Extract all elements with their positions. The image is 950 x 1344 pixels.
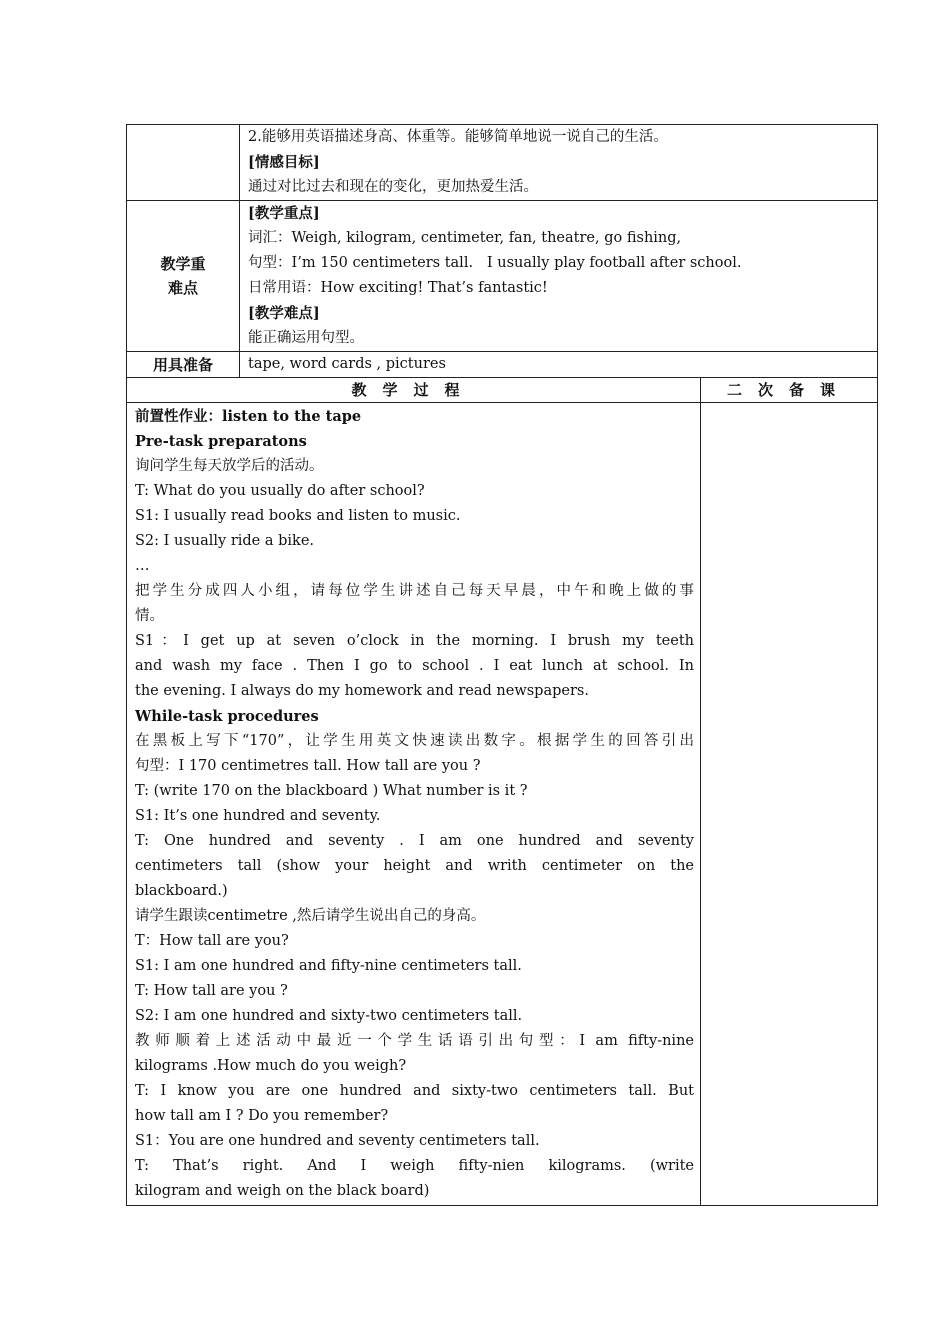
process-line: 请学生跟读centimetre ,然后请学生说出自己的身高。 xyxy=(135,908,486,924)
process-line: 询问学生每天放学后的活动。 xyxy=(135,458,324,474)
process-header-right: 二次备课 xyxy=(701,378,878,403)
process-line: 情。 xyxy=(135,608,164,624)
process-header-row xyxy=(127,378,878,403)
objectives-row xyxy=(127,125,878,201)
process-line: Pre-task preparatons xyxy=(135,433,307,450)
materials-row xyxy=(127,352,878,378)
process-line: S2: I usually ride a bike. xyxy=(135,533,315,549)
process-line: centimeters tall (show your height and writh centimeter on the xyxy=(135,858,694,874)
process-line: T: One hundred and seventy . I am one hundred and seventy xyxy=(135,833,694,849)
process-cell xyxy=(127,403,701,1206)
key-points-label-line2: 难点 xyxy=(167,279,198,297)
pattern-line: 句型：I’m 150 centimeters tall. I usually play football after school. xyxy=(248,255,742,271)
process-line: the evening. I always do my homework and read newspapers. xyxy=(135,683,589,699)
process-line: T: I know you are one hundred and sixty-two centimeters tall. But xyxy=(135,1083,694,1099)
objective-line: 2.能够用英语描述身高、体重等。能够简单地说一说自己的生活。 xyxy=(248,129,668,145)
process-line: … xyxy=(135,558,150,574)
process-line: 在黑板上写下“170”，让学生用英文快速读出数字。根据学生的回答引出 xyxy=(135,733,694,749)
objectives-cell xyxy=(240,125,878,201)
process-line: T：How tall are you? xyxy=(135,933,289,949)
process-line: T: What do you usually do after school? xyxy=(135,483,425,499)
vocab-line: 词汇：Weigh, kilogram, centimeter, fan, theatre, go fishing, xyxy=(248,230,682,246)
process-line: kilogram and weigh on the black board) xyxy=(135,1183,430,1199)
key-points-label xyxy=(127,201,240,352)
process-line: S2: I am one hundred and sixty-two centimeters tall. xyxy=(135,1008,523,1024)
key-points-row xyxy=(127,201,878,352)
process-line: While-task procedures xyxy=(135,708,319,725)
process-body-row xyxy=(127,403,878,1206)
second-prep-cell xyxy=(701,403,878,1206)
process-line: blackboard.) xyxy=(135,883,228,899)
difficulty-heading: [教学难点] xyxy=(248,305,320,322)
difficulty-text: 能正确运用句型。 xyxy=(248,330,364,346)
process-lines xyxy=(135,404,694,1204)
materials-value: tape, word cards , pictures xyxy=(248,356,446,372)
process-line: 前置性作业：listen to the tape xyxy=(135,408,362,425)
process-line: T: How tall are you ? xyxy=(135,983,288,999)
process-line: S1: I usually read books and listen to music. xyxy=(135,508,461,524)
lesson-plan-table xyxy=(126,124,878,1206)
process-line: 句型：I 170 centimetres tall. How tall are you ? xyxy=(135,758,481,774)
process-line: 把学生分成四人小组，请每位学生讲述自己每天早晨，中午和晚上做的事 xyxy=(135,583,694,599)
process-line: S1：You are one hundred and seventy centimeters tall. xyxy=(135,1133,540,1149)
emotion-heading: [情感目标] xyxy=(248,154,320,171)
process-line: kilograms .How much do you weigh? xyxy=(135,1058,407,1074)
process-line: and wash my face . Then I go to school . I eat lunch at school. In xyxy=(135,658,694,674)
key-points-label-line1: 教学重 xyxy=(160,255,206,273)
lesson-plan-page xyxy=(126,124,877,1206)
daily-line: 日常用语：How exciting! That’s fantastic! xyxy=(248,280,548,296)
process-line: T: (write 170 on the blackboard ) What number is it ? xyxy=(135,783,528,799)
process-line: S1：I get up at seven o’clock in the morning. I brush my teeth xyxy=(135,633,694,649)
process-line: how tall am I ? Do you remember? xyxy=(135,1108,389,1124)
emotion-text: 通过对比过去和现在的变化，更加热爱生活。 xyxy=(248,179,538,195)
materials-label: 用具准备 xyxy=(127,352,240,378)
key-points-cell xyxy=(240,201,878,352)
process-line: S1: I am one hundred and fifty-nine centimeters tall. xyxy=(135,958,522,974)
process-line: S1: It’s one hundred and seventy. xyxy=(135,808,381,824)
materials-cell xyxy=(240,352,878,378)
focus-heading: [教学重点] xyxy=(248,205,320,222)
process-header-left: 教学过程 xyxy=(127,378,701,403)
process-line: T: That’s right. And I weigh fifty-nien kilograms. (write xyxy=(135,1158,694,1174)
process-line: 教师顺着上述活动中最近一个学生话语引出句型：I am fifty-nine xyxy=(135,1033,694,1049)
objectives-label-cell xyxy=(127,125,240,201)
